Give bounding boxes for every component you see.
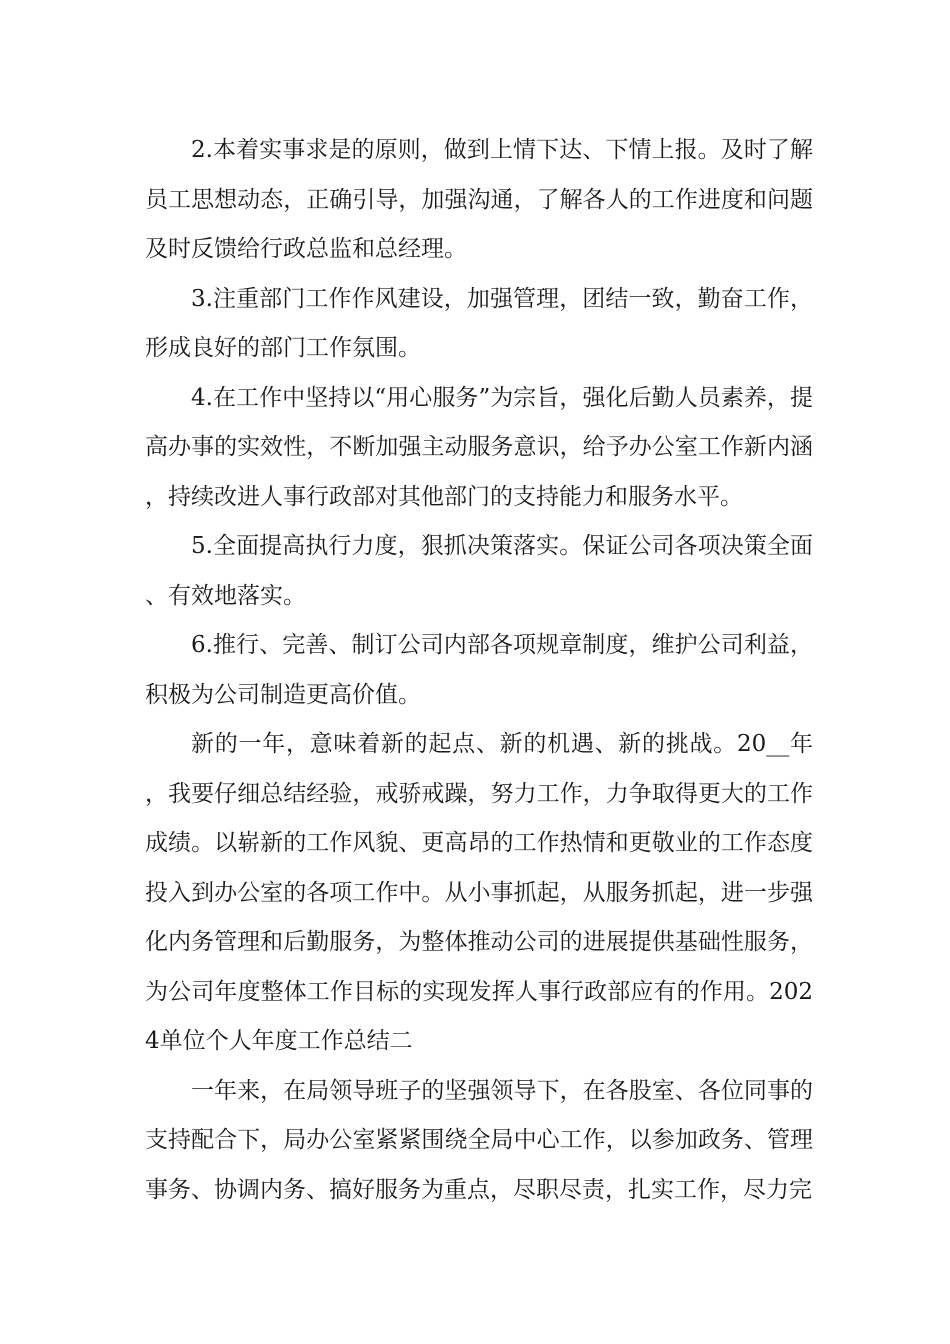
paragraph-item-2: 2.本着实事求是的原则，做到上情下达、下情上报。及时了解员工思想动态，正确引导，加强沟通，了解各人的工作进度和问题及时反馈给行政总监和总经理。	[145, 137, 813, 262]
paragraph-item-5: 5.全面提高执行力度，狠抓决策落实。保证公司各项决策全面、有效地落实。	[145, 533, 813, 609]
paragraph-year-review: 一年来，在局领导班子的坚强领导下，在各股室、各位同事的支持配合下，局办公室紧紧围绕全局中心工作，以参加政务、管理事务、协调内务、搞好服务为重点，尽职尽责，扎实工作，尽力完	[145, 1077, 813, 1203]
paragraph-item-3: 3.注重部门工作作风建设，加强管理，团结一致，勤奋工作，形成良好的部门工作氛围。	[145, 285, 813, 361]
paragraph-item-4: 4.在工作中坚持以“用心服务”为宗旨，强化后勤人员素养，提高办事的实效性，不断加强主动服务意识，给予办公室工作新内涵，持续改进人事行政部对其他部门的支持能力和服务水平。	[145, 384, 813, 510]
paragraph-item-6: 6.推行、完善、制订公司内部各项规章制度，维护公司利益，积极为公司制造更高价值。	[145, 632, 813, 708]
paragraph-new-year: 新的一年，意味着新的起点、新的机遇、新的挑战。20__年，我要仔细总结经验，戒骄戒躁，努力工作，力争取得更大的工作成绩。以崭新的工作风貌、更高昂的工作热情和更敬业的工作态度投入到办公室的各项工作中。从小事抓起，从服务抓起，进一步强化内务管理和后勤服务，为整体推动公司的进展提供基础性服务，为公司年度整体工作目标的实现发挥人事行政部应有的作用。2024单位个人年度工作总结二	[145, 731, 813, 1054]
document-body	[145, 126, 813, 1215]
